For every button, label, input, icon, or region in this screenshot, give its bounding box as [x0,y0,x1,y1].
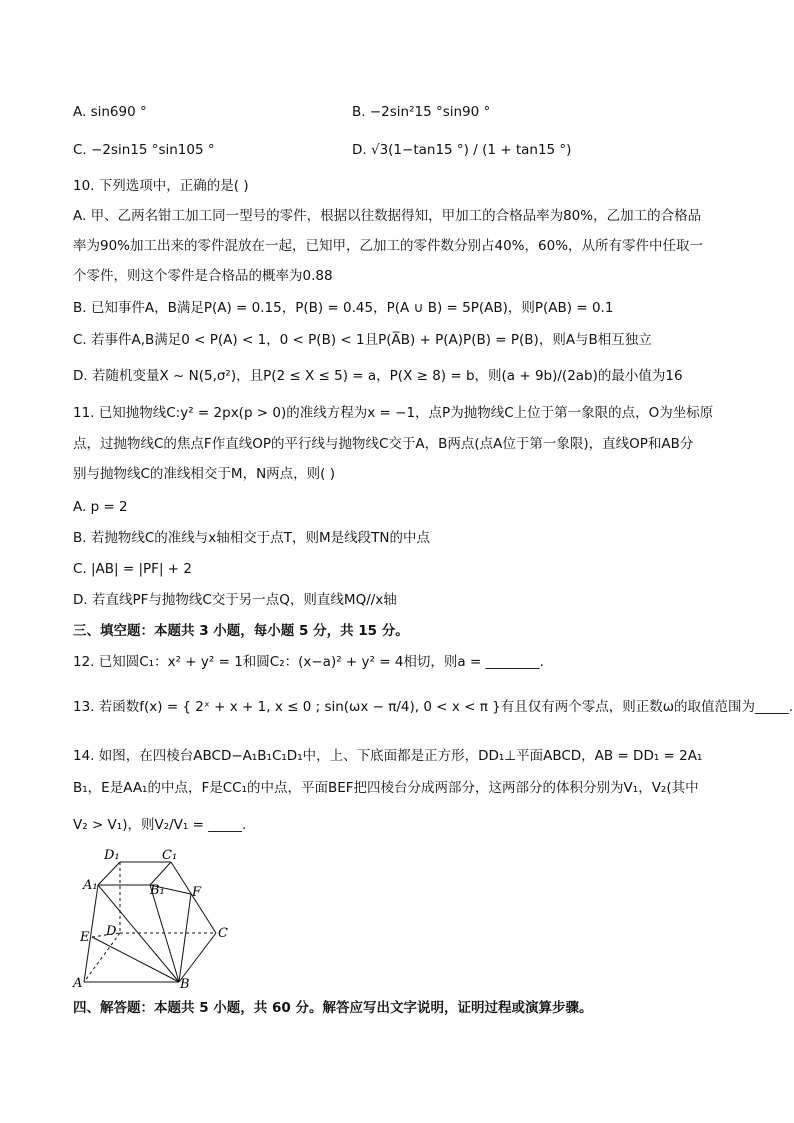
q10-option-b: B. 已知事件A，B满足P(A) = 0.15，P(B) = 0.45，P(A ∪ B) = 5P(AB)，则P(AB) = 0.1 [73,300,614,316]
q14-line3: V₂ > V₁)，则V₂/V₁ = _____. [73,817,247,833]
label-d1: D₁ [104,848,120,863]
q9-option-d: D. √3(1−tan15 °) / (1 + tan15 °) [352,142,572,158]
q10-option-a-line1: A. 甲、乙两名钳工加工同一型号的零件，根据以往数据得知，甲加工的合格品率为80%，乙加工的合格品 [73,208,702,224]
q11-option-a: A. p = 2 [73,499,128,515]
label-c: C [218,926,228,941]
q10-stem: 10. 下列选项中，正确的是( ) [73,178,249,194]
label-f: F [192,885,202,900]
label-e: E [80,930,90,945]
q11-stem-line1: 11. 已知抛物线C:y² = 2px(p > 0)的准线方程为x = −1，点P为抛物线C上位于第一象限的点，O为坐标原 [73,405,714,421]
q9-option-b: B. −2sin²15 °sin90 ° [352,104,491,120]
frustum-figure [70,845,240,995]
q14-line1: 14. 如图，在四棱台ABCD−A₁B₁C₁D₁中，上、下底面都是正方形，DD₁⊥平面ABCD，AB = DD₁ = 2A₁ [73,748,703,764]
q10-option-c: C. 若事件A,B满足0 < P(A) < 1，0 < P(B) < 1且P(A̅B) + P(A)P(B) = P(B)，则A与B相互独立 [73,332,652,348]
q10-option-a-line2: 率为90%加工出来的零件混放在一起，已知甲，乙加工的零件数分别占40%，60%，从所有零件中任取一 [73,238,704,254]
q10-option-d: D. 若随机变量X ~ N(5,σ²)，且P(2 ≤ X ≤ 5) = a，P(X ≥ 8) = b，则(a + 9b)/(2ab)的最小值为16 [73,368,683,384]
label-a: A [73,976,83,991]
section4-heading: 四、解答题：本题共 5 小题，共 60 分。解答应写出文字说明，证明过程或演算步骤。 [73,1000,593,1016]
edge-b1c1 [150,862,171,885]
label-c1: C₁ [162,848,178,863]
q12: 12. 已知圆C₁：x² + y² = 1和圆C₂：(x−a)² + y² = 4相切，则a = ________. [73,654,544,670]
label-d: D [106,924,117,939]
frustum-diagram [70,845,240,995]
label-a1: A₁ [83,878,98,893]
q11-option-d: D. 若直线PF与抛物线C交于另一点Q，则直线MQ//x轴 [73,592,397,608]
q11-option-c: C. |AB| = |PF| + 2 [73,561,192,577]
edge-a1d1 [98,862,120,885]
q9-option-c: C. −2sin15 °sin105 ° [73,142,215,158]
q10-option-a-line3: 个零件，则这个零件是合格品的概率为0.88 [73,268,333,284]
q9-option-a: A. sin690 ° [73,104,147,120]
q13: 13. 若函数f(x) = { 2ˣ + x + 1, x ≤ 0 ; sin(ωx − π/4), 0 < x < π }有且仅有两个零点，则正数ω的取值范围为_____. [73,699,794,715]
q11-option-b: B. 若抛物线C的准线与x轴相交于点T，则M是线段TN的中点 [73,530,430,546]
edge-eb [92,937,179,982]
q14-line2: B₁，E是AA₁的中点，F是CC₁的中点，平面BEF把四棱台分成两部分，这两部分的体积分别为V₁，V₂(其中 [73,780,699,796]
label-b1: B₁ [150,883,165,898]
section3-heading: 三、填空题：本题共 3 小题，每小题 5 分，共 15 分。 [73,623,409,639]
q11-stem-line2: 点，过抛物线C的焦点F作直线OP的平行线与抛物线C交于A，B两点(点A位于第一象限)，直线OP和AB分 [73,436,694,452]
label-b: B [180,977,190,992]
q11-stem-line3: 别与抛物线C的准线相交于M，N两点，则( ) [73,466,335,482]
